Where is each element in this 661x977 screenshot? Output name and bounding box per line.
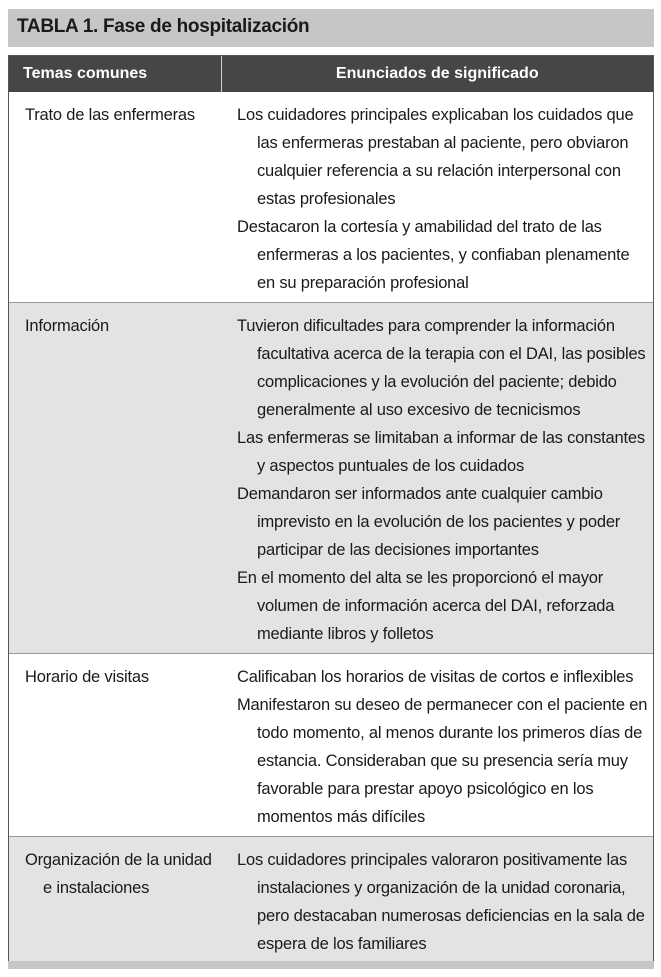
table-row-information — [9, 303, 653, 654]
column-header-meaning-statements: Enunciados de significado — [221, 56, 653, 92]
statement: Calificaban los horarios de visitas de cortos e inflexibles — [237, 668, 634, 686]
table-footer-bar — [8, 961, 654, 969]
header-row — [9, 56, 653, 92]
theme-label: Trato de las enfermeras — [25, 106, 195, 124]
theme-label: Organización de la unidad e instalaciones — [25, 851, 212, 897]
statements-cell — [221, 303, 653, 654]
table-row-visiting-hours — [9, 654, 653, 837]
theme-cell — [9, 654, 221, 837]
statement: Demandaron ser informados ante cualquier cambio imprevisto en la evolución de los pacientes y poder participar de las decisiones importantes — [237, 485, 621, 559]
table-row-nurse-treatment — [9, 92, 653, 303]
statement: Los cuidadores principales valoraron positivamente las instalaciones y organización de la unidad coronaria, pero destacaban numerosas deficiencias en la sala de espera de los familiares — [237, 851, 645, 953]
table-title: TABLA 1. Fase de hospitalización — [8, 9, 654, 47]
theme-cell — [9, 837, 221, 964]
statement: Manifestaron su deseo de permanecer con el paciente en todo momento, al menos durante los primeros días de estancia. Consideraban que su presencia sería muy favorable para prestar apoyo psicológico en los momentos más difíciles — [237, 696, 648, 826]
statement: Tuvieron dificultades para comprender la información facultativa acerca de la terapia con el DAI, las posibles complicaciones y la evolución del paciente; debido generalmente al uso excesivo de tecnicismos — [237, 317, 646, 419]
theme-label: Horario de visitas — [25, 668, 149, 686]
statement: Las enfermeras se limitaban a informar de las constantes y aspectos puntuales de los cuidados — [237, 429, 645, 475]
statements-cell — [221, 654, 653, 837]
findings-table — [8, 55, 654, 964]
statement: En el momento del alta se les proporcionó el mayor volumen de información acerca del DAI, reforzada mediante libros y folletos — [237, 569, 615, 643]
theme-cell — [9, 92, 221, 303]
statements-cell — [221, 837, 653, 964]
column-header-common-themes: Temas comunes — [9, 56, 221, 92]
theme-cell — [9, 303, 221, 654]
table-row-unit-organization — [9, 837, 653, 964]
statement: Destacaron la cortesía y amabilidad del trato de las enfermeras a los pacientes, y confiaban plenamente en su preparación profesional — [237, 218, 630, 292]
hospitalization-phase-table — [9, 56, 653, 963]
statement: Los cuidadores principales explicaban los cuidados que las enfermeras prestaban al paciente, pero obviaron cualquier referencia a su relación interpersonal con estas profesionales — [237, 106, 634, 208]
statements-cell — [221, 92, 653, 303]
theme-label: Información — [25, 317, 110, 335]
